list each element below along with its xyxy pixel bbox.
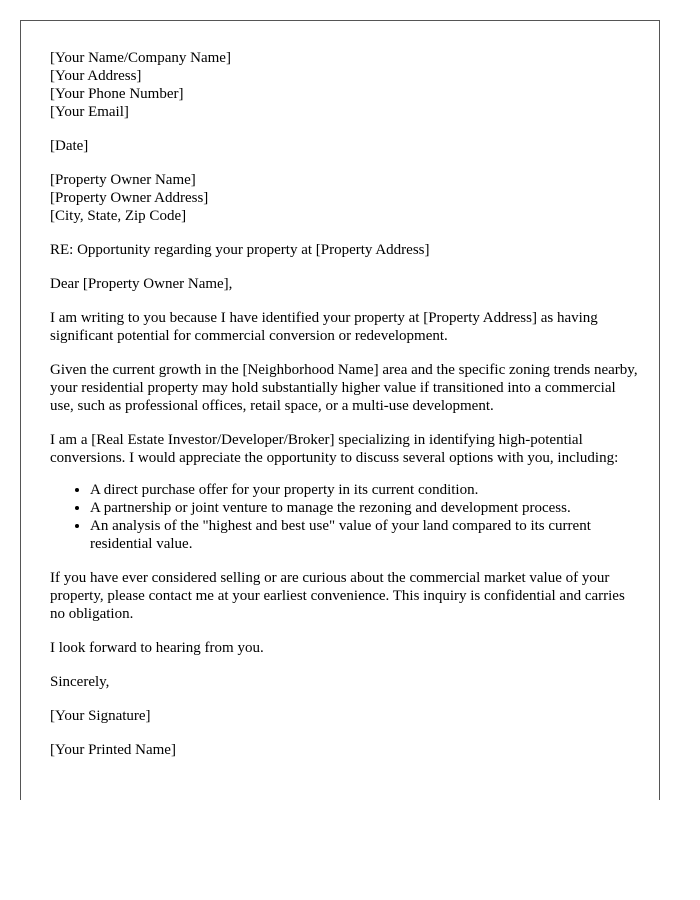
sender-email: [Your Email] — [50, 104, 129, 120]
list-item: • A partnership or joint venture to manage the rezoning and development process. — [90, 499, 640, 517]
list-item: • An analysis of the "highest and best use" value of your land compared to its current residential value. — [90, 517, 640, 553]
body-paragraph: I look forward to hearing from you. — [50, 640, 264, 656]
sender-phone: [Your Phone Number] — [50, 86, 184, 102]
recipient-name: [Property Owner Name] — [50, 172, 196, 188]
salutation: Dear [Property Owner Name], — [50, 276, 233, 292]
body-paragraph: If you have ever considered selling or are curious about the commercial market value of your property, please contact me at your earliest convenience. This inquiry is confidential and carries no obligation. — [50, 570, 625, 622]
printed-name: [Your Printed Name] — [50, 742, 176, 758]
recipient-city: [City, State, Zip Code] — [50, 208, 187, 224]
sender-address: [Your Address] — [50, 68, 142, 84]
letter-body — [50, 49, 640, 775]
recipient-block — [50, 171, 640, 225]
sender-name: [Your Name/Company Name] — [50, 50, 231, 66]
date: [Date] — [50, 138, 89, 154]
signature: [Your Signature] — [50, 708, 151, 724]
body-paragraph: Given the current growth in the [Neighborhood Name] area and the specific zoning trends nearby, your residential property may hold substantially higher value if transitioned into a commercial use, such as professional offices, retail space, or a multi-use development. — [50, 362, 638, 414]
letter-page — [20, 20, 660, 800]
signoff: Sincerely, — [50, 674, 110, 690]
list-item: • A direct purchase offer for your property in its current condition. — [90, 481, 640, 499]
recipient-address: [Property Owner Address] — [50, 190, 209, 206]
body-paragraph: I am writing to you because I have identified your property at [Property Address] as having significant potential for commercial conversion or redevelopment. — [50, 310, 598, 344]
options-list — [50, 481, 640, 553]
sender-block — [50, 49, 640, 121]
subject-line: RE: Opportunity regarding your property at [Property Address] — [50, 242, 430, 258]
body-paragraph: I am a [Real Estate Investor/Developer/Broker] specializing in identifying high-potential conversions. I would appreciate the opportunity to discuss several options with you, including: — [50, 432, 619, 466]
